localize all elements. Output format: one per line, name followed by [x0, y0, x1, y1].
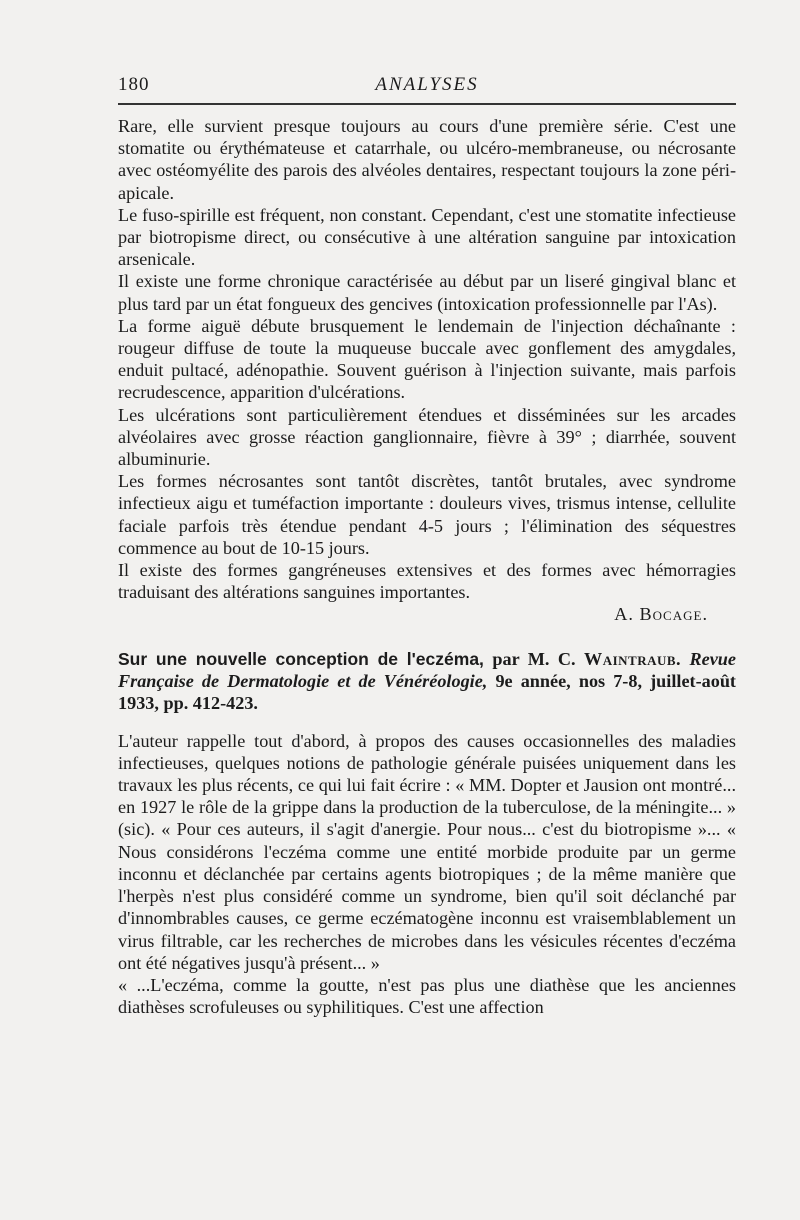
paragraph: Les formes nécrosantes sont tantôt discrètes, tantôt brutales, avec syndrome infectieux aigu et tuméfaction importante : douleurs vives, trismus intense, cellulite faciale parfois très étendue pendant 4-5 jours ; l'élimination des séquestres commence au bout de 10-15 jours. [118, 471, 736, 558]
article-by: par M. C. [483, 648, 585, 669]
paragraph: Le fuso-spirille est fréquent, non constant. Cependant, c'est une stomatite infectieuse par biotropisme direct, ou consécutive à une altération sanguine par intoxication arsenicale. [118, 204, 736, 270]
article-author: Waintraub. [584, 648, 682, 669]
paragraph: « ...L'eczéma, comme la goutte, n'est pas plus une diathèse que les anciennes diathèses scrofuleuses ou syphilitiques. C'est une affection [118, 974, 736, 1018]
running-head: ANALYSES [375, 74, 479, 95]
body-text [118, 115, 736, 1018]
paragraph: La forme aiguë débute brusquement le lendemain de l'injection déchaînante : rougeur diffuse de toute la muqueuse buccale avec gonflement des amygdales, enduit pultacé, adénopathie. Souvent guérison à l'injection suivante, mais parfois recrudescence, apparition d'ulcérations. [118, 315, 736, 403]
signature-initial: A. [614, 604, 640, 625]
signature [118, 603, 736, 625]
signature-name: Bocage. [639, 604, 708, 625]
paragraph: Rare, elle survient presque toujours au cours d'une première série. C'est une stomatite ou érythémateuse et catarrhale, ou ulcéro-membraneuse, ou nécrosante avec ostéomyélite des parois des alvéoles dentaires, respectant toujours la zone péri-apicale. [118, 116, 736, 203]
page-number: 180 [118, 74, 150, 95]
article-details: 9e année, nos 7-8, juillet-août 1933, pp. 412-423. [118, 670, 736, 713]
article-journal: Revue Française de Dermatologie et de Vénéréologie, [118, 648, 736, 691]
paragraph: L'auteur rappelle tout d'abord, à propos des causes occasionnelles des maladies infectieuses, quelques notions de pathologie générale puisées uniquement dans les travaux les plus récents, ce qui lui fait écrire : « MM. Dopter et Jausion ont montré... en 1927 le rôle de la grippe dans la production de la tuberculose, de la méningite... » (sic). « Pour ces auteurs, il s'agit d'anergie. Pour nous... c'est du biotropisme »... « Nous considérons l'eczéma comme une entité morbide produite par un germe inconnu et déclanchée par certains agents biotropiques ; de la même manière que l'herpès n'est plus considéré comme un syndrome, bien qu'il soit déclanché par d'innombrables causes, ce germe eczématogène inconnu est vraisemblablement un virus filtrable, car les recherches de microbes dans les vésicules récentes d'eczéma ont été négatives jusqu'à présent... » [118, 730, 736, 973]
article-title: Sur une nouvelle conception de l'eczéma, [118, 648, 484, 669]
page-header [118, 70, 736, 100]
paragraph: Les ulcérations sont particulièrement étendues et disséminées sur les arcades alvéolaires avec grosse réaction ganglionnaire, fièvre à 39° ; diarrhée, souvent albuminurie. [118, 404, 736, 470]
header-rule [118, 103, 736, 105]
article-heading [118, 648, 736, 714]
paragraph: Il existe des formes gangréneuses extensives et des formes avec hémorragies traduisant des altérations sanguines importantes. [118, 560, 736, 603]
paragraph: Il existe une forme chronique caractérisée au début par un liseré gingival blanc et plus tard par un état fongueux des gencives (intoxication professionnelle par l'As). [118, 271, 736, 314]
